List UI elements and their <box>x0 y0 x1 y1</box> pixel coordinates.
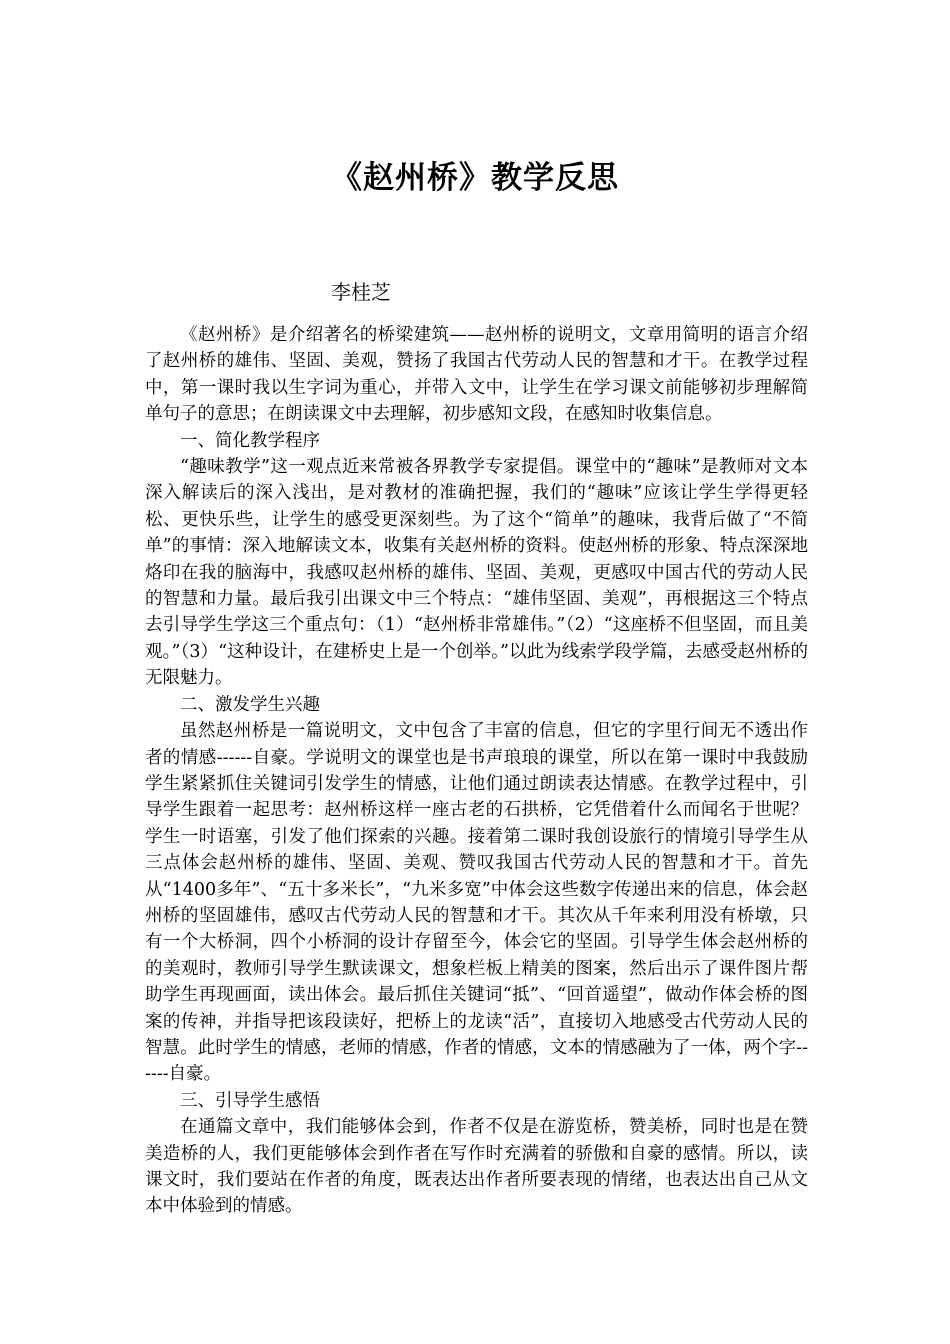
intro-paragraph: 《赵州桥》是介绍著名的桥梁建筑——赵州桥的说明文，文章用简明的语言介绍了赵州桥的雄伟、坚固、美观，赞扬了我国古代劳动人民的智慧和才干。在教学过程中，第一课时我以生字词为重心，并带入文中，让学生在学习课文前能够初步理解简单句子的意思；在朗读课文中去理解，初步感知文段，在感知时收集信息。 <box>145 325 808 425</box>
section-paragraph-2: 虽然赵州桥是一篇说明文，文中包含了丰富的信息，但它的字里行间无不透出作者的情感------自豪。学说明文的课堂也是书声琅琅的课堂，所以在第一课时中我鼓励学生紧紧抓住关键词引发学生的情感，让他们通过朗读表达情感。在教学过程中，引导学生跟着一起思考：赵州桥这样一座古老的石拱桥，它凭借着什么而闻名于世呢？学生一时语塞，引发了他们探索的兴趣。接着第二课时我创设旅行的情境引导学生从三点体会赵州桥的雄伟、坚固、美观、赞叹我国古代劳动人民的智慧和才干。首先从“1400多年”、“五十多米长”，“九米多宽”中体会这些数字传递出来的信息，体会赵州桥的坚固雄伟，感叹古代劳动人民的智慧和才干。其次从千年来利用没有桥墩，只有一个大桥洞，四个小桥洞的设计存留至今，体会它的坚固。引导学生体会赵州桥的的美观时，教师引导学生默读课文，想象栏板上精美的图案，然后出示了课件图片帮助学生再现画面，读出体会。最后抓住关键词“抵”、“回首遥望”，做动作体会桥的图案的传神，并指导把该段读好，把桥上的龙读“活”，直接切入地感受古代劳动人民的智慧。此时学生的情感，老师的情感，作者的情感，文本的情感融为了一体，两个字------自豪。 <box>145 721 808 1085</box>
document-body <box>145 322 808 1220</box>
section-heading-2: 二、激发学生兴趣 <box>180 694 320 715</box>
author-name: 李桂芝 <box>331 280 391 304</box>
section-heading-1: 一、简化教学程序 <box>180 430 320 451</box>
section-paragraph-3: 在通篇文章中，我们能够体会到，作者不仅是在游览桥，赞美桥，同时也是在赞美造桥的人，我们更能够体会到作者在写作时充满着的骄傲和自豪的感情。所以，读课文时，我们要站在作者的角度，既表达出作者所要表现的情绪，也表达出自己从文本中体验到的情感。 <box>145 1117 808 1217</box>
section-paragraph-1: “趣味教学”这一观点近来常被各界教学专家提倡。课堂中的“趣味”是教师对文本深入解读后的深入浅出，是对教材的准确把握，我们的“趣味”应该让学生学得更轻松、更快乐些，让学生的感受更深刻些。为了这个“简单”的趣味，我背后做了“不简单”的事情：深入地解读文本，收集有关赵州桥的资料。使赵州桥的形象、特点深深地烙印在我的脑海中，我感叹赵州桥的雄伟、坚固、美观，更感叹中国古代的劳动人民的智慧和力量。最后我引出课文中三个特点：“雄伟坚固、美观”，再根据这三个特点去引导学生学这三个重点句：（1）“赵州桥非常雄伟。”（2）“这座桥不但坚固，而且美观。”（3）“这种设计，在建桥史上是一个创举。”以此为线索学段学篇，去感受赵州桥的无限魅力。 <box>145 457 808 689</box>
document-title: 《赵州桥》教学反思 <box>331 160 619 196</box>
section-heading-3: 三、引导学生感悟 <box>180 1090 320 1111</box>
